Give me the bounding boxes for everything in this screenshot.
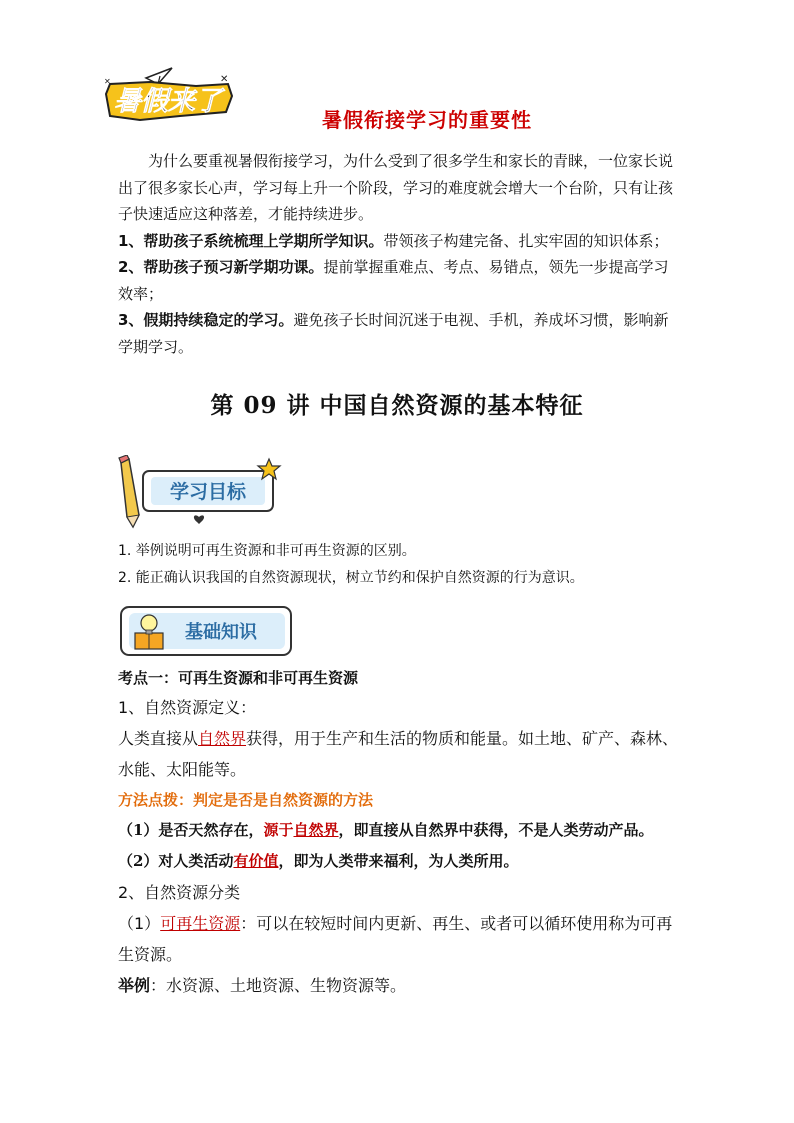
heart-icon	[194, 515, 204, 524]
definition-text: 人类直接从自然界获得，用于生产和生活的物质和能量。如土地、矿产、森林、水能、太阳能等。	[118, 729, 679, 779]
intro-section	[118, 148, 678, 360]
goal-item-2: 2. 能正确认识我国的自然资源现状，树立节约和保护自然资源的行为意识。	[118, 570, 584, 586]
logo-text: 暑假来了	[114, 86, 222, 117]
lecture-title: 第 09 讲 中国自然资源的基本特征	[210, 392, 584, 419]
renewable-definition: （1）可再生资源：可以在较短时间内更新、再生、或者可以循环使用称为可再生资源。	[118, 914, 673, 964]
intro-item-3: 3、假期持续稳定的学习。避免孩子长时间沉迷于电视、手机，养成坏习惯，影响新学期学习。	[118, 311, 669, 356]
method-tip-2: （2）对人类活动有价值，即为人类带来福利，为人类所用。	[118, 852, 519, 870]
basic-knowledge-banner	[117, 603, 297, 659]
definition-title: 1、自然资源定义：	[118, 698, 257, 717]
renewable-examples: 举例：水资源、土地资源、生物资源等。	[118, 976, 407, 995]
method-title: 方法点拨：判定是否是自然资源的方法	[118, 791, 374, 809]
pencil-icon	[119, 455, 139, 527]
header-title: 暑假衔接学习的重要性	[322, 108, 532, 132]
learning-goals-banner	[117, 455, 287, 531]
method-tip-1: （1）是否天然存在，源于自然界，即直接从自然界中获得，不是人类劳动产品。	[118, 821, 654, 839]
goal-item-1: 1. 举例说明可再生资源和非可再生资源的区别。	[118, 543, 416, 559]
intro-item-1: 1、帮助孩子系统梳理上学期所学知识。带领孩子构建完备、扎实牢固的知识体系；	[118, 231, 669, 250]
basic-knowledge-label: 基础知识	[185, 622, 257, 643]
classification-title: 2、自然资源分类	[118, 883, 241, 902]
svg-text:✕: ✕	[220, 74, 229, 85]
learning-goals-label: 学习目标	[169, 481, 247, 503]
goal-list	[118, 538, 584, 592]
basic-knowledge-content	[118, 664, 688, 1001]
intro-item-2: 2、帮助孩子预习新学期功课。提前掌握重难点、考点、易错点，领先一步提高学习效率；	[118, 258, 669, 303]
intro-paragraph: 为什么要重视暑假衔接学习，为什么受到了很多学生和家长的青睐，一位家长说出了很多家长心声，学习每上升一个阶段，学习的难度就会增大一个台阶，只有让孩子快速适应这种落差，才能持续进步。	[118, 152, 674, 223]
kp1-title: 考点一：可再生资源和非可再生资源	[118, 669, 359, 687]
svg-text:✕: ✕	[104, 77, 111, 86]
